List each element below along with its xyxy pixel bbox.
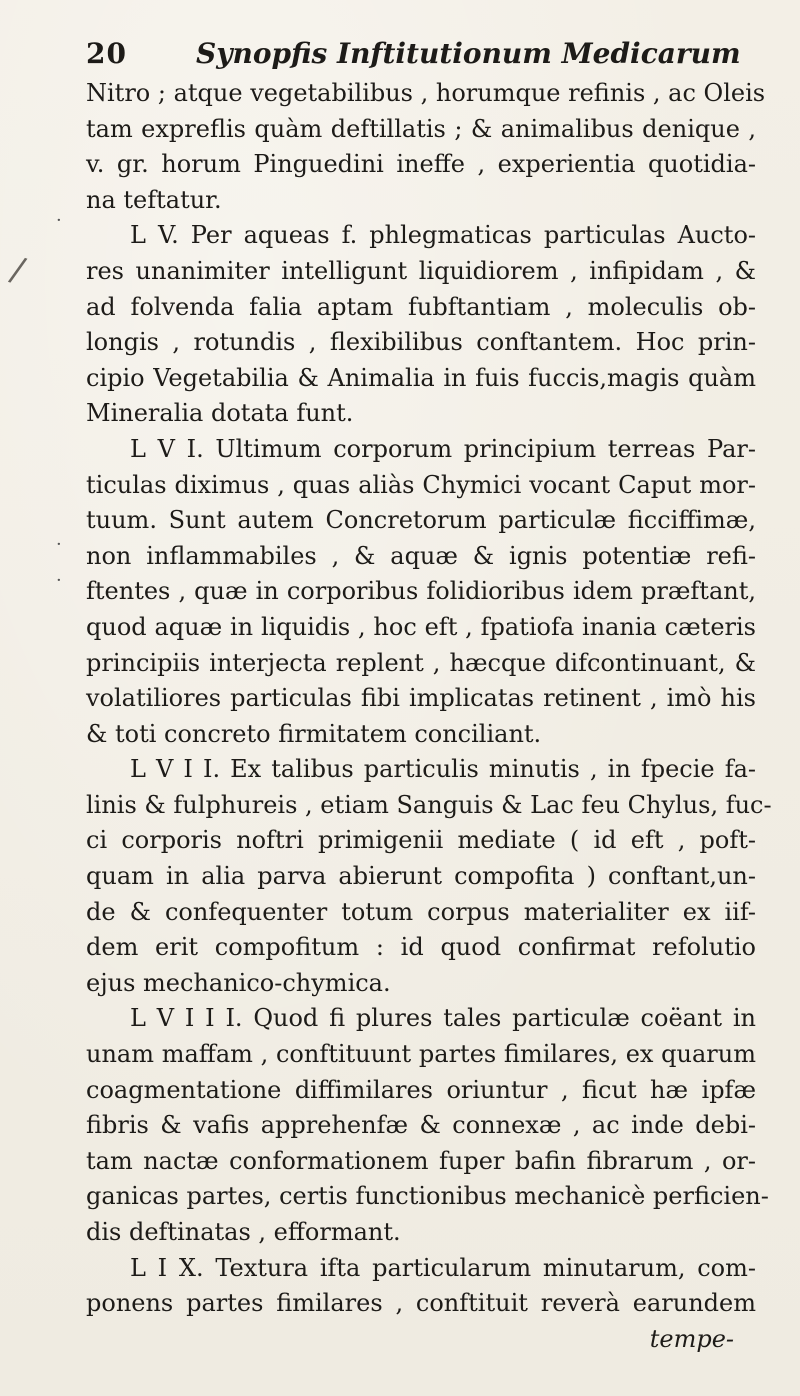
text-line: na teftatur. bbox=[86, 185, 222, 214]
text-line: Nitro ; atque vegetabilibus , horumque refinis , ac Oleis bbox=[86, 79, 766, 107]
text-line: L I X. Textura ifta particularum minutarum, com- bbox=[130, 1253, 756, 1282]
text-line: unam maffam , conftituunt partes fimilares, ex quarum bbox=[86, 1040, 756, 1069]
margin-pencil-mark-icon: / bbox=[6, 249, 30, 291]
text-line: longis , rotundis , flexibilibus conftantem. Hoc prin- bbox=[86, 328, 756, 357]
text-line: tuum. Sunt autem Concretorum particulæ ficciffimæ, bbox=[86, 506, 756, 535]
body-text bbox=[86, 76, 772, 1322]
text-line: ftentes , quæ in corporibus folidioribus idem præftant, bbox=[86, 577, 756, 606]
text-line: L V I I. Ex talibus particulis minutis , in fpecie fa- bbox=[130, 755, 756, 784]
text-line: cipio Vegetabilia & Animalia in fuis fuccis,magis quàm bbox=[86, 363, 756, 392]
text-line: L V. Per aqueas f. phlegmaticas particulas Aucto- bbox=[130, 221, 756, 250]
page-number: 20 bbox=[86, 37, 127, 70]
text-line: ganicas partes, certis functionibus mechanicè perficien- bbox=[86, 1182, 769, 1211]
running-title: Synopfis Inftitutionum Medicarum bbox=[196, 37, 741, 70]
text-line: ponens partes fimilares , conftituit reverà earundem bbox=[86, 1289, 756, 1318]
text-line: dem erit compofitum : id quod confirmat refolutio bbox=[86, 933, 756, 962]
text-line: quam in alia parva abierunt compofita ) conftant,un- bbox=[86, 862, 756, 891]
text-line: tam expreflis quàm deftillatis ; & animalibus denique , bbox=[86, 114, 756, 143]
margin-dot-icon: · bbox=[56, 534, 62, 555]
text-line: v. gr. horum Pinguedini ineffe , experientia quotidia- bbox=[86, 150, 756, 179]
text-line: fibris & vafis apprehenfæ & connexæ , ac inde debi- bbox=[86, 1111, 756, 1140]
text-line: L V I. Ultimum corporum principium terreas Par- bbox=[130, 434, 756, 463]
text-line: dis deftinatas , efformant. bbox=[86, 1218, 401, 1246]
text-line: & toti concreto firmitatem conciliant. bbox=[86, 719, 542, 748]
page-header bbox=[86, 34, 756, 74]
text-line: principiis interjecta replent , hæcque difcontinuant, & bbox=[86, 648, 756, 677]
text-line: res unanimiter intelligunt liquidiorem , infipidam , & bbox=[86, 256, 756, 285]
text-line: linis & fulphureis , etiam Sanguis & Lac feu Chylus, fuc- bbox=[86, 790, 772, 819]
text-line: quod aquæ in liquidis , hoc eft , fpatiofa inania cæteris bbox=[86, 612, 756, 641]
text-line: Mineralia dotata funt. bbox=[86, 399, 354, 428]
text-line: tam nactæ conformationem fuper bafin fibrarum , or- bbox=[86, 1146, 756, 1175]
text-line: L V I I I. Quod fi plures tales particulæ coëant in bbox=[130, 1004, 756, 1033]
catchword: tempe- bbox=[649, 1324, 734, 1353]
text-line: non inflammabiles , & aquæ & ignis potentiæ refi- bbox=[86, 541, 756, 570]
text-line: ticulas diximus , quas aliàs Chymici vocant Caput mor- bbox=[86, 470, 756, 499]
text-line: de & confequenter totum corpus materialiter ex iif- bbox=[86, 897, 756, 926]
text-line: ad folvenda falia aptam fubftantiam , moleculis ob- bbox=[86, 292, 756, 321]
margin-dot-icon: · bbox=[56, 570, 62, 591]
text-line: coagmentatione diffimilares oriuntur , ficut hæ ipfæ bbox=[86, 1075, 756, 1104]
text-line: volatiliores particulas fibi implicatas retinent , imò his bbox=[86, 684, 756, 713]
margin-dot-icon: · bbox=[56, 210, 62, 231]
text-line: ci corporis noftri primigenii mediate ( id eft , poft- bbox=[86, 826, 756, 855]
text-line: ejus mechanico-chymica. bbox=[86, 968, 391, 997]
